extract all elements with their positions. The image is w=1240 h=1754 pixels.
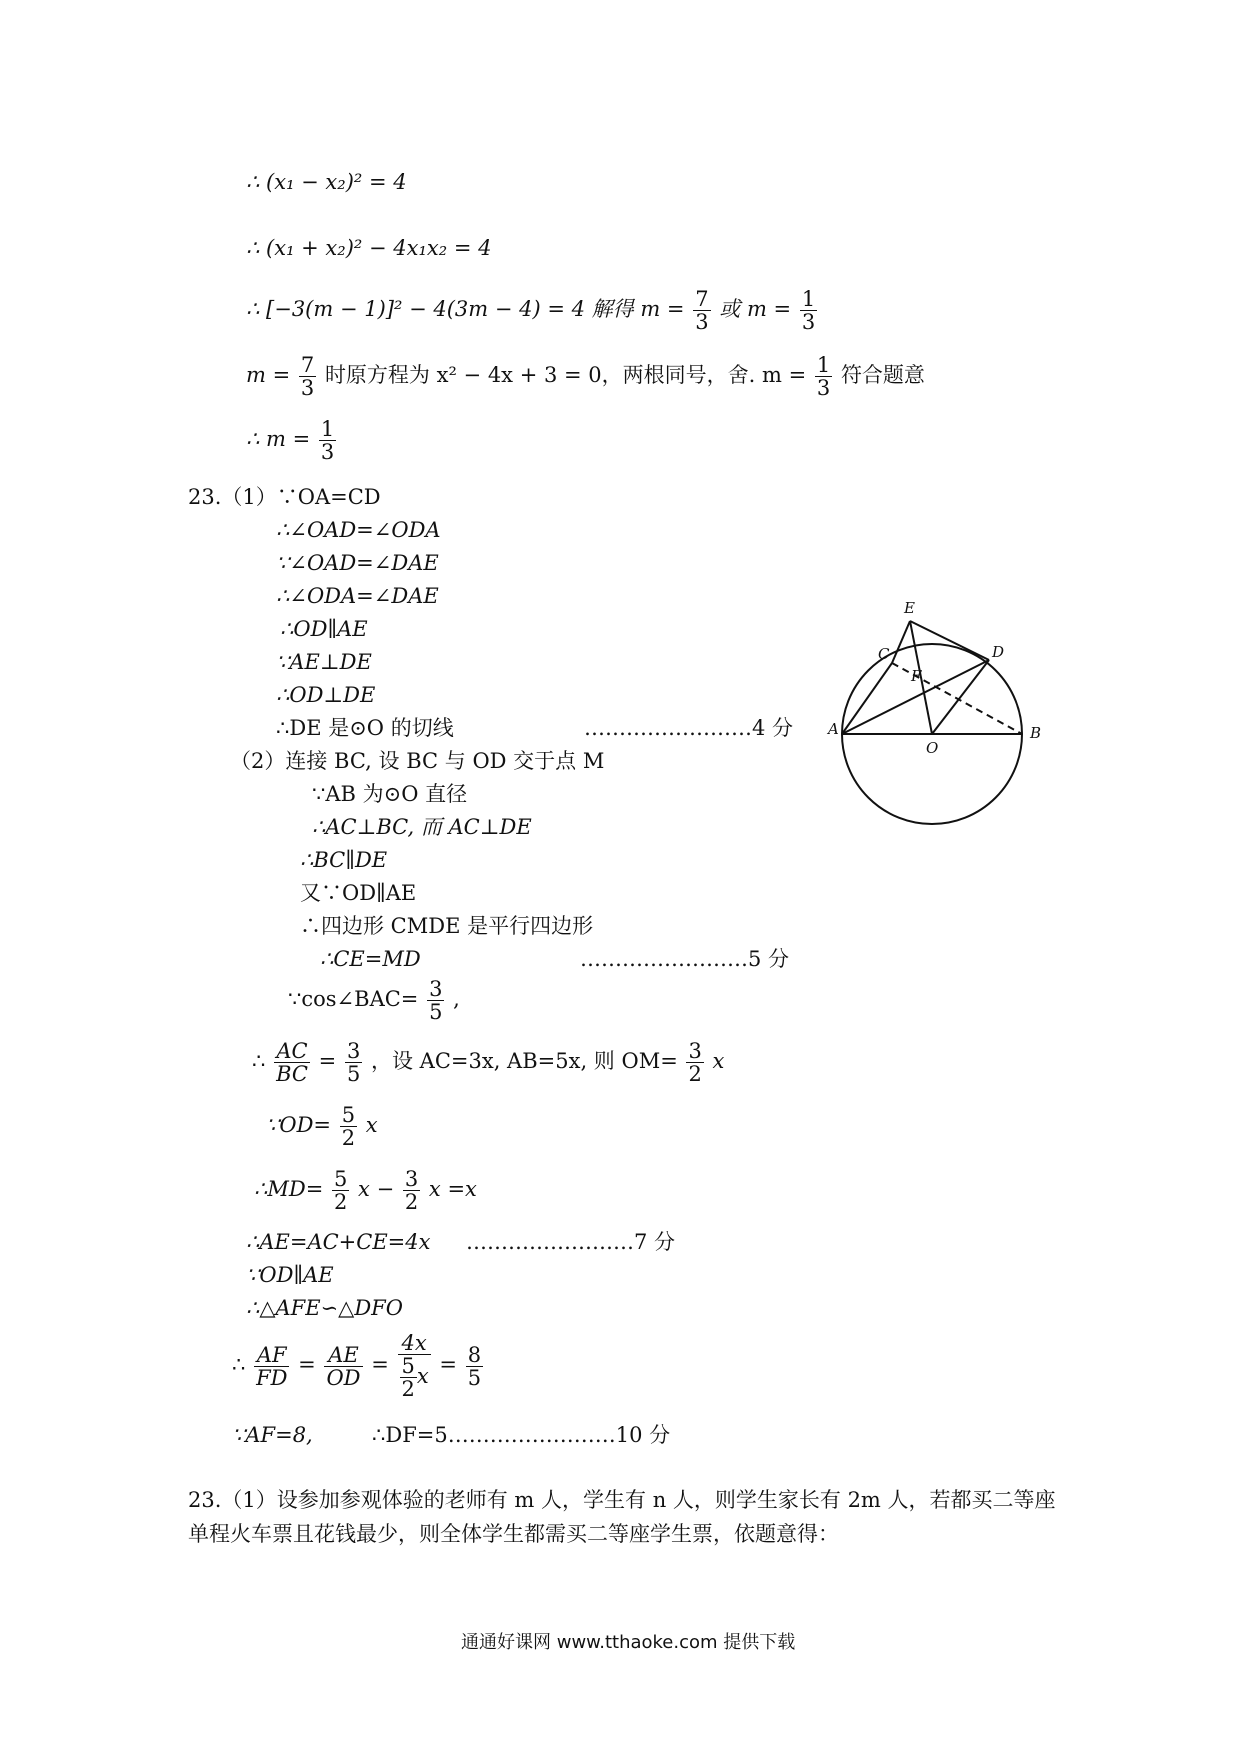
score-7: ……………………7 分 (466, 1230, 676, 1254)
fraction-1-3-c: $\frac{1}{3}$ (320, 417, 335, 465)
af-eq-3: = (439, 1352, 458, 1377)
therefore-symbol: ∴ (252, 1049, 266, 1074)
fraction-af-fd: $\frac{AF}{FD}$ (256, 1342, 288, 1390)
af-eq-2: = (371, 1352, 389, 1377)
p23-part2-header: （2）连接 BC, 设 BC 与 OD 交于点 M (230, 749, 605, 773)
md-tail: x =x (428, 1177, 477, 1202)
eq-line-3 (246, 288, 819, 333)
p23-step-1: ∴∠OAD=∠ODA (276, 518, 441, 542)
fraction-3-5: $\frac{3}{5}$ (429, 977, 443, 1025)
fraction-5-2-b: $\frac{5}{2}$ (333, 1167, 348, 1215)
p23-part1-header: 23.（1）∵OA=CD (188, 485, 381, 509)
ratio-eq: = (318, 1049, 337, 1074)
fraction-1-3: $\frac{1}{3}$ (801, 287, 816, 335)
fraction-3-2-b: $\frac{3}{2}$ (404, 1167, 419, 1215)
p23-2-step-6: ∴CE=MD (320, 947, 421, 971)
cos-text: ∵cos∠BAC= (288, 987, 419, 1012)
label-a: A (828, 720, 839, 738)
p23-step-6: ∴OD⊥DE (276, 683, 376, 707)
p23-step-5: ∵AE⊥DE (276, 650, 372, 674)
score-5: ……………………5 分 (580, 947, 790, 971)
eq-line-4-m: m = (246, 363, 291, 388)
fraction-1-3-b: $\frac{1}{3}$ (816, 353, 831, 401)
p23-2-step-3: ∴BC∥DE (300, 848, 388, 872)
cos-line (288, 978, 460, 1023)
eq-line-1: ∴ (x₁ − x₂)² = 4 (246, 170, 407, 194)
eq-line-2: ∴ (x₁ + x₂)² − 4x₁x₂ = 4 (246, 236, 492, 260)
df-value-score-10: ∴DF=5……………………10 分 (372, 1423, 671, 1447)
ratio-x: x (712, 1049, 725, 1074)
eq-line-3-text: ∴ [−3(m − 1)]² − 4(3m − 4) = 4 解得 m = (246, 297, 685, 322)
segment-od (932, 660, 989, 734)
p23-step-3: ∴∠ODA=∠DAE (276, 584, 439, 608)
similar-triangles-line: ∴△AFE∽△DFO (246, 1296, 403, 1320)
therefore-symbol-2: ∴ (232, 1352, 246, 1377)
score-4: ……………………4 分 (584, 716, 794, 740)
segment-ed (910, 621, 989, 660)
od-line (266, 1104, 378, 1149)
eq-line-5 (246, 418, 338, 463)
od-x: x (365, 1113, 378, 1138)
label-o: O (926, 739, 939, 757)
fraction-3-2: $\frac{3}{2}$ (688, 1039, 702, 1087)
p23-step-2: ∵∠OAD=∠DAE (276, 551, 439, 575)
af-fd-line (232, 1332, 485, 1400)
fraction-3-5-b: $\frac{3}{5}$ (346, 1039, 361, 1087)
fraction-7-3: $\frac{7}{3}$ (695, 287, 709, 335)
p23-step-4: ∴OD∥AE (280, 617, 368, 641)
od-parallel-line: ∵OD∥AE (246, 1263, 334, 1287)
footer-source: 通通好课网 www.tthaoke.com 提供下载 (461, 1632, 796, 1653)
md-line (254, 1168, 477, 1213)
p23-2-step-4: 又∵OD∥AE (300, 881, 417, 905)
segment-ce (892, 621, 910, 663)
cos-comma: , (453, 987, 460, 1012)
label-b: B (1030, 724, 1042, 742)
label-d: D (992, 643, 1005, 661)
md-text: ∴MD= (254, 1177, 324, 1202)
fraction-7-3-b: $\frac{7}{3}$ (300, 353, 315, 401)
p23-2-step-1: ∵AB 为⊙O 直径 (312, 782, 468, 806)
label-f: F (911, 667, 922, 685)
p23-step-7: ∴DE 是⊙O 的切线 (276, 716, 454, 740)
p23b-line-1: 23.（1）设参加参观体验的老师有 m 人，学生有 n 人，则学生家长有 2m 人，若都买二等座 (188, 1488, 1056, 1512)
af-value: ∵AF=8, (232, 1423, 313, 1447)
af-eq-1: = (298, 1352, 316, 1377)
od-text: ∵OD= (266, 1113, 332, 1138)
eq-line-4-tail: 符合题意 (840, 363, 925, 388)
fraction-5-2: $\frac{5}{2}$ (341, 1103, 356, 1151)
ae-line: ∴AE=AC+CE=4x (246, 1230, 431, 1254)
circle-geometry-figure (820, 585, 1070, 840)
md-minus: x − (358, 1177, 395, 1202)
ratio-line (252, 1040, 724, 1085)
p23-2-step-5: ∴四边形 CMDE 是平行四边形 (300, 914, 594, 938)
fraction-ae-od: $\frac{AE}{OD}$ (326, 1342, 361, 1390)
eq-line-3-or: 或 m = (719, 297, 792, 322)
fraction-8-5: $\frac{8}{5}$ (467, 1342, 482, 1390)
eq-line-5-text: ∴ m = (246, 427, 311, 452)
label-c: C (878, 645, 890, 663)
p23-2-step-2: ∴AC⊥BC, 而 AC⊥DE (312, 815, 532, 839)
eq-line-4-text: 时原方程为 x² − 4x + 3 = 0，两根同号，舍. m = (324, 363, 807, 388)
fraction-ac-bc: $\frac{AC}{BC}$ (276, 1039, 308, 1087)
ratio-text: ，设 AC=3x, AB=5x, 则 OM= (371, 1049, 678, 1074)
p23b-line-2: 单程火车票且花钱最少，则全体学生都需买二等座学生票，依题意得： (188, 1522, 839, 1546)
label-e: E (904, 599, 915, 617)
fraction-4x-over-5-2x: 4x $\frac{5}{2}$ x (398, 1332, 431, 1400)
eq-line-4 (246, 354, 925, 399)
